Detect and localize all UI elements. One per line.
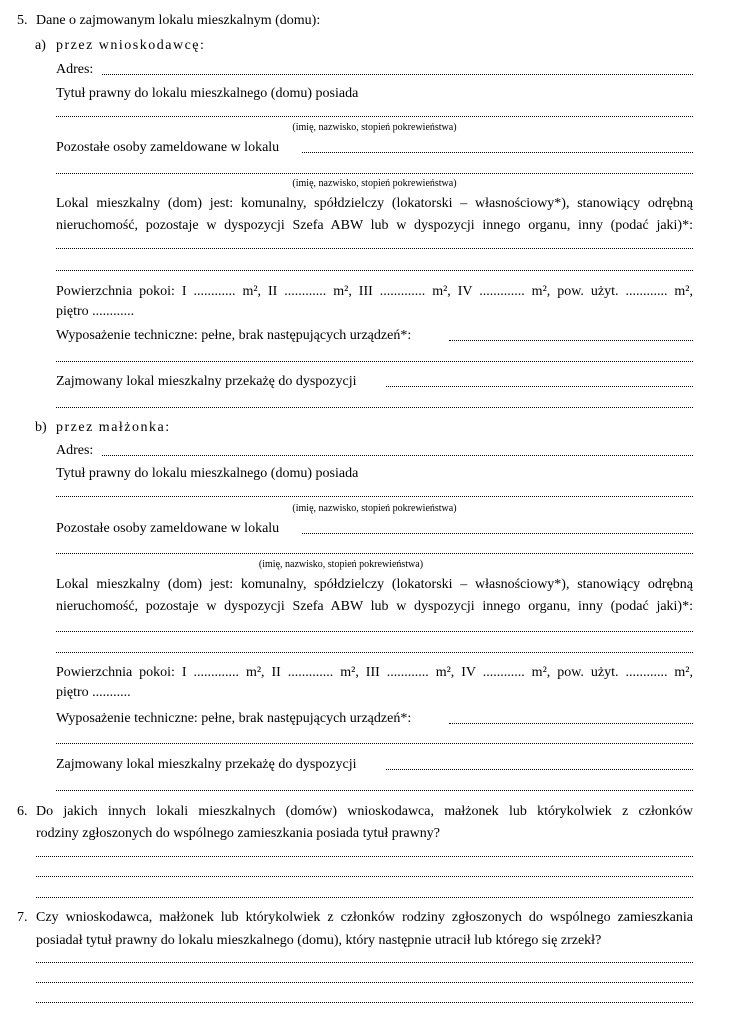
q6-line-2: rodziny zgłoszonych do wspólnego zamieszkania posiada tytuł prawny? xyxy=(36,826,440,841)
q5b-others-field-2[interactable] xyxy=(56,553,693,554)
q5b-others-label: Pozostałe osoby zameldowane w lokalu xyxy=(56,521,280,536)
q7-answer-field-2[interactable] xyxy=(36,982,693,983)
q5b-marker: b) xyxy=(35,420,47,435)
q7-answer-field-3[interactable] xyxy=(36,1002,693,1003)
q5b-transfer-label: Zajmowany lokal mieszkalny przekażę do dyspozycji xyxy=(56,757,357,772)
q5a-legal-title-field[interactable] xyxy=(56,116,693,117)
q5a-others-label: Pozostałe osoby zameldowane w lokalu xyxy=(56,140,280,155)
q5a-lokal-field-1[interactable] xyxy=(56,248,693,249)
q5a-lokal-line-1: Lokal mieszkalny (dom) jest: komunalny, spółdzielczy (lokatorski – własnościowy*), stanowiący odrębną xyxy=(56,196,693,211)
q7-line-2: posiadał tytuł prawny do lokalu mieszkalnego (domu), który następnie utracił lub którego się zrzekł? xyxy=(36,933,602,948)
q5a-equipment-label: Wyposażenie techniczne: pełne, brak następujących urządzeń*: xyxy=(56,328,412,343)
q6-line-1: Do jakich innych lokali mieszkalnych (domów) wnioskodawca, małżonek lub którykolwiek z członków xyxy=(36,804,693,819)
q5b-lokal-line-1: Lokal mieszkalny (dom) jest: komunalny, spółdzielczy (lokatorski – własnościowy*), stanowiący odrębną xyxy=(56,577,693,592)
q5a-others-field-1[interactable] xyxy=(302,152,693,153)
q5-number: 5. xyxy=(17,13,28,28)
q5a-label: przez wnioskodawcę: xyxy=(56,38,206,53)
q5b-address-label: Adres: xyxy=(56,443,94,458)
q5b-hint-2: (imię, nazwisko, stopień pokrewieństwa) xyxy=(258,559,424,570)
q5a-address-field[interactable] xyxy=(102,74,693,75)
q6-answer-field-3[interactable] xyxy=(36,897,693,898)
q5a-marker: a) xyxy=(35,38,46,53)
q5a-transfer-field-2[interactable] xyxy=(56,407,693,408)
q5b-floor: piętro ........... xyxy=(56,685,131,700)
q5a-legal-title-label: Tytuł prawny do lokalu mieszkalnego (domu) posiada xyxy=(56,86,359,101)
q5b-equipment-label: Wyposażenie techniczne: pełne, brak następujących urządzeń*: xyxy=(56,711,412,726)
q5a-hint-1: (imię, nazwisko, stopień pokrewieństwa) xyxy=(292,122,457,133)
q5a-transfer-label: Zajmowany lokal mieszkalny przekażę do dyspozycji xyxy=(56,374,357,389)
q5b-lokal-line-2: nieruchomość, pozostaje w dyspozycji Szefa ABW lub w dyspozycji innego organu, inny (podać jaki)*: xyxy=(56,599,693,614)
q6-answer-field-1[interactable] xyxy=(36,856,693,857)
q7-line-1: Czy wnioskodawca, małżonek lub którykolwiek z członków rodziny zgłoszonych do wspólnego zamieszkania xyxy=(36,910,693,925)
q5b-equipment-field-1[interactable] xyxy=(449,723,693,724)
q7-number: 7. xyxy=(17,910,28,925)
q5a-hint-2: (imię, nazwisko, stopień pokrewieństwa) xyxy=(292,178,457,189)
q5a-others-field-2[interactable] xyxy=(56,173,693,174)
q5b-equipment-field-2[interactable] xyxy=(56,743,693,744)
q5b-transfer-field-2[interactable] xyxy=(56,790,693,791)
q6-answer-field-2[interactable] xyxy=(36,876,693,877)
q5a-lokal-field-2[interactable] xyxy=(56,270,693,271)
q5a-transfer-field-1[interactable] xyxy=(386,386,693,387)
q5b-lokal-field-1[interactable] xyxy=(56,631,693,632)
q5b-legal-title-label: Tytuł prawny do lokalu mieszkalnego (domu) posiada xyxy=(56,466,359,481)
q5a-address-label: Adres: xyxy=(56,62,94,77)
q5a-floor: piętro ............ xyxy=(56,304,135,319)
q5b-area-line: Powierzchnia pokoi: I ............. m², II ............. m², III ............ m², IV ............ m², pow. użyt. ............ m², xyxy=(56,665,693,680)
q5b-label: przez małżonka: xyxy=(56,420,171,435)
q5b-lokal-field-2[interactable] xyxy=(56,652,693,653)
q7-answer-field-1[interactable] xyxy=(36,962,693,963)
q5b-legal-title-field[interactable] xyxy=(56,496,693,497)
q5b-hint-1: (imię, nazwisko, stopień pokrewieństwa) xyxy=(292,503,457,514)
q6-number: 6. xyxy=(17,804,28,819)
q5b-others-field-1[interactable] xyxy=(302,533,693,534)
q5a-lokal-line-2: nieruchomość, pozostaje w dyspozycji Szefa ABW lub w dyspozycji innego organu, inny (podać jaki)*: xyxy=(56,218,693,233)
q5-title: Dane o zajmowanym lokalu mieszkalnym (domu): xyxy=(36,13,321,28)
q5b-address-field[interactable] xyxy=(102,455,693,456)
q5a-area-line: Powierzchnia pokoi: I ............ m², II ............ m², III ............. m², IV ............. m², pow. użyt. ............ m², xyxy=(56,284,693,299)
q5a-equipment-field-2[interactable] xyxy=(56,361,693,362)
q5a-equipment-field-1[interactable] xyxy=(449,340,693,341)
q5b-transfer-field-1[interactable] xyxy=(386,769,693,770)
